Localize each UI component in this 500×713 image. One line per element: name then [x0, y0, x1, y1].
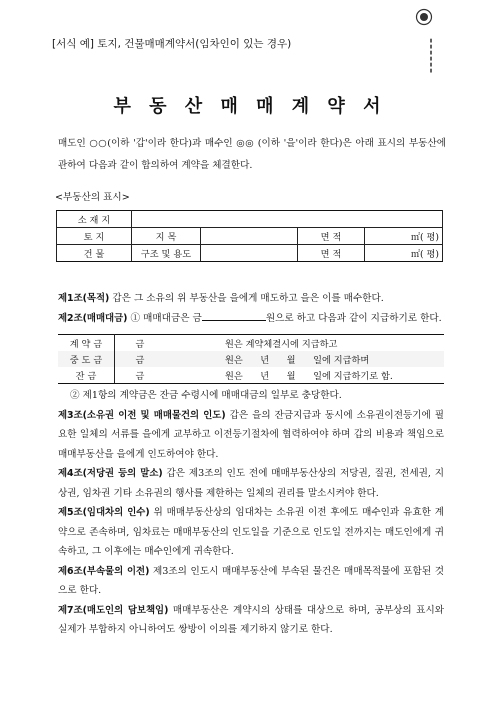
building-use-label: 구조 및 용도 [132, 245, 201, 262]
amount-blank[interactable] [202, 311, 266, 321]
location-value[interactable] [132, 211, 443, 228]
building-label: 건 물 [57, 245, 132, 262]
articles-section [58, 289, 444, 640]
article-5-text: 위 매매부동산상의 임대차는 소유권 이전 후에도 매수인과 유효한 계약으로 존속하며, 임차료는 매매부동산의 인도일을 기준으로 인도일 전까지는 매도인에게 귀속하고, 그 이후에는 매수인에게 귀속한다. [58, 507, 444, 557]
article-2-head: 제2조(매매대금) [58, 312, 128, 324]
payment-table [58, 334, 444, 384]
intro-paragraph: 매도인 ○○(이하 '갑'이라 한다)과 매수인 ◎◎ (이하 '을'이라 한다)은 아래 표시의 부동산에 관하여 다음과 같이 합의하여 계약을 체결한다. [58, 138, 446, 171]
land-area-label: 면 적 [298, 228, 365, 245]
article-5 [58, 503, 444, 562]
building-area-unit: ㎡( 평) [365, 245, 443, 262]
article-1-head: 제1조(목적) [58, 293, 110, 304]
form-label: [서식 예] 토지, 건물매매계약서(임차인이 있는 경우) [52, 38, 292, 50]
location-label: 소 재 지 [57, 211, 132, 228]
article-2-text-pre: ① 매매대금은 금 [130, 312, 202, 324]
article-7 [58, 601, 444, 640]
law-office-stamp-icon [414, 8, 434, 26]
article-7-text: 매매부동산은 계약시의 상태를 대상으로 하며, 공부상의 표시와 실제가 부합하지 아니하여도 쌍방이 이의를 제기하지 않기로 한다. [58, 604, 444, 635]
article-4-head: 제4조(저당권 등의 말소) [58, 468, 163, 479]
land-area-unit: ㎡( 평) [365, 228, 443, 245]
payment-unit: 금 [115, 367, 166, 384]
table-row [58, 367, 444, 384]
table-row [58, 351, 444, 367]
building-use-value[interactable] [201, 245, 298, 262]
article-3-head: 제3조(소유권 이전 및 매매물건의 인도) [58, 409, 226, 421]
payment-label: 잔 금 [58, 367, 115, 384]
article-2 [58, 309, 444, 329]
article-3-text: 갑은 을의 잔금지급과 동시에 소유권이전등기에 필요한 일체의 서류를 을에게 교부하고 이전등기절차에 협력하여야 하며 갑의 비용과 책임으로 매매부동산을 을에게 인도하여야 한다. [58, 409, 444, 460]
article-1-text: 갑은 그 소유의 위 부동산을 을에게 매도하고 을은 이를 매수한다. [112, 293, 384, 304]
article-5-head: 제5조(임대차의 인수) [58, 507, 150, 518]
payment-unit: 금 [135, 355, 145, 366]
article-1 [58, 289, 444, 309]
payment-text: 원은 년 월 일에 지급하기로 함. [165, 367, 444, 384]
land-category-label: 지 목 [132, 228, 201, 245]
building-area-label: 면 적 [298, 245, 365, 262]
article-4 [58, 464, 444, 503]
payment-label: 계 약 금 [58, 335, 115, 352]
article-4-text: 갑은 제3조의 인도 전에 매매부동산상의 저당권, 질권, 전세권, 지상권, 임차권 기타 소유권의 행사를 제한하는 일체의 권리를 말소시켜야 한다. [58, 468, 444, 499]
article-6-text: 제3조의 인도시 매매부동산에 부속된 물건은 매매목적물에 포함된 것으로 한다. [58, 565, 444, 596]
payment-text: 원은 계약체결시에 지급하고 [165, 335, 444, 352]
table-row [57, 228, 443, 245]
land-category-value[interactable] [201, 228, 298, 245]
article-6-head: 제6조(부속물의 이전) [58, 565, 150, 577]
payment-label: 중 도 금 [58, 351, 115, 367]
table-row [58, 335, 444, 352]
property-section-label: <부동산의 표시> [55, 192, 130, 203]
side-watermark-icon: ▮▮▮▮▮▮ [428, 38, 434, 74]
land-label: 토 지 [57, 228, 132, 245]
article-7-head: 제7조(매도인의 담보책임) [58, 604, 169, 616]
payment-text: 원은 년 월 일에 지급하며 [225, 355, 370, 366]
payment-unit: 금 [115, 335, 166, 352]
property-table [56, 210, 443, 262]
article-3 [58, 406, 444, 465]
table-row [57, 211, 443, 228]
article-2-text-post: 원으로 하고 다음과 같이 지급하기로 한다. [265, 312, 442, 324]
article-2-item-2: ② 제1항의 계약금은 잔금 수령시에 매매대금의 일부로 충당한다. [70, 390, 342, 401]
document-title: 부 동 산 매 매 계 약 서 [113, 96, 387, 117]
table-row [57, 245, 443, 262]
article-6 [58, 562, 444, 601]
